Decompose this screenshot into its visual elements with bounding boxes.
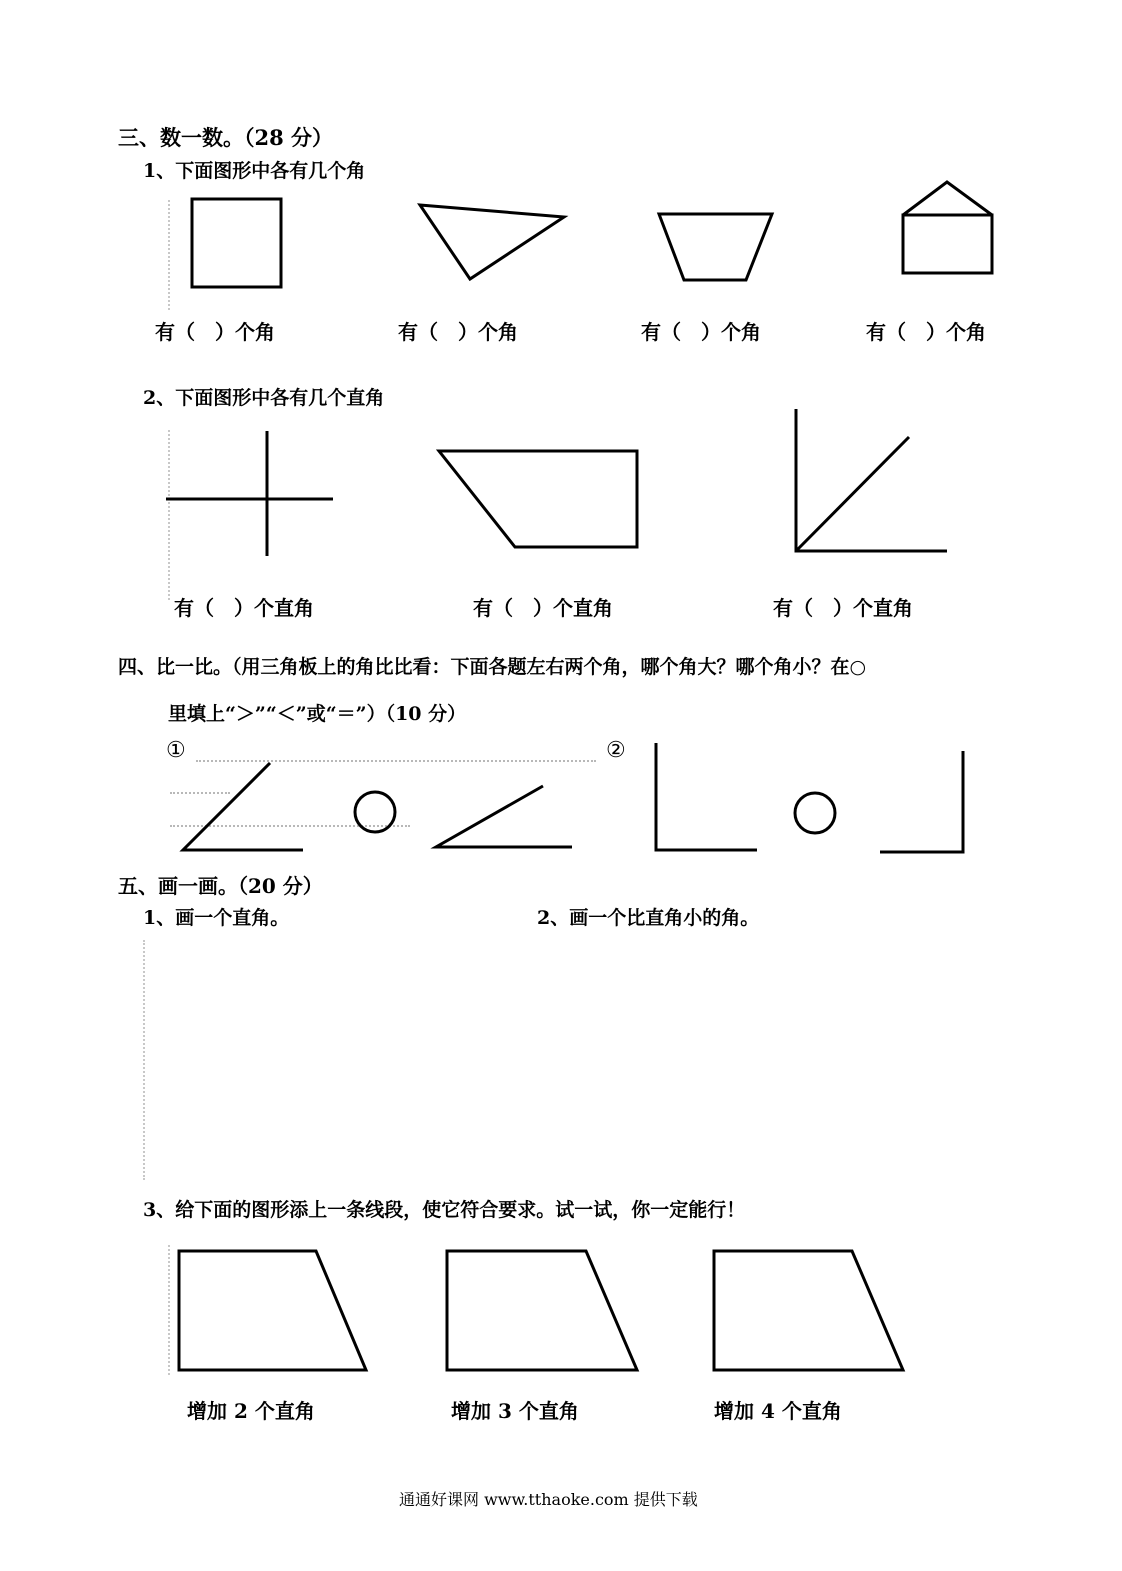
- square-shape: [192, 199, 281, 287]
- label-add-4-right-angles: 增加 4 个直角: [714, 1399, 842, 1423]
- answer-blank-right-angles-2[interactable]: 有（ ）个直角: [473, 596, 613, 620]
- answer-blank-angles-4[interactable]: 有（ ）个角: [866, 320, 986, 344]
- label-add-2-right-angles: 增加 2 个直角: [187, 1399, 315, 1423]
- house-shape: [903, 182, 992, 273]
- answer-blank-angles-1[interactable]: 有（ ）个角: [155, 320, 275, 344]
- label-add-3-right-angles: 增加 3 个直角: [451, 1399, 579, 1423]
- right-trapezoid-shape: [439, 451, 637, 547]
- cross-lines-shape: [166, 431, 333, 556]
- trapezoid-figure-3: [714, 1251, 903, 1370]
- angle-1-right: [436, 786, 572, 847]
- compare-circle-2: [795, 793, 835, 833]
- section3-title: 三、数一数。（28 分）: [118, 125, 334, 150]
- section5-title: 五、画一画。（20 分）: [118, 874, 323, 898]
- triangle-shape: [420, 205, 564, 279]
- compare-circle-1: [355, 792, 395, 832]
- trapezoid-figure-2: [447, 1251, 637, 1370]
- answer-blank-right-angles-1[interactable]: 有（ ）个直角: [174, 596, 314, 620]
- angle-2-left: [656, 743, 757, 850]
- answer-blank-angles-3[interactable]: 有（ ）个角: [641, 320, 761, 344]
- section4-title-line1: 四、比一比。（用三角板上的角比比看：下面各题左右两个角，哪个角大？哪个角小？在○: [118, 656, 867, 678]
- item-1-marker: ①: [166, 738, 186, 763]
- question-5-2: 2、画一个比直角小的角。: [537, 907, 760, 929]
- trapezoid-shape: [659, 214, 772, 280]
- answer-blank-angles-2[interactable]: 有（ ）个角: [398, 320, 518, 344]
- item-2-marker: ②: [606, 738, 626, 763]
- section4-title-line2: 里填上“＞”“＜”或“＝”）（10 分）: [168, 703, 467, 725]
- answer-blank-right-angles-3[interactable]: 有（ ）个直角: [773, 596, 913, 620]
- angle-2-right: [880, 751, 963, 852]
- question-5-3: 3、给下面的图形添上一条线段，使它符合要求。试一试，你一定能行！: [143, 1199, 746, 1221]
- angle-1-left: [183, 763, 303, 850]
- angle-with-ray-shape: [796, 409, 947, 551]
- question-5-1: 1、画一个直角。: [143, 907, 290, 929]
- question-3-2: 2、下面图形中各有几个直角: [143, 387, 385, 409]
- question-3-1: 1、下面图形中各有几个角: [143, 160, 366, 182]
- trapezoid-figure-1: [179, 1251, 366, 1370]
- footer-credit: 通通好课网 www.tthaoke.com 提供下载: [399, 1490, 698, 1509]
